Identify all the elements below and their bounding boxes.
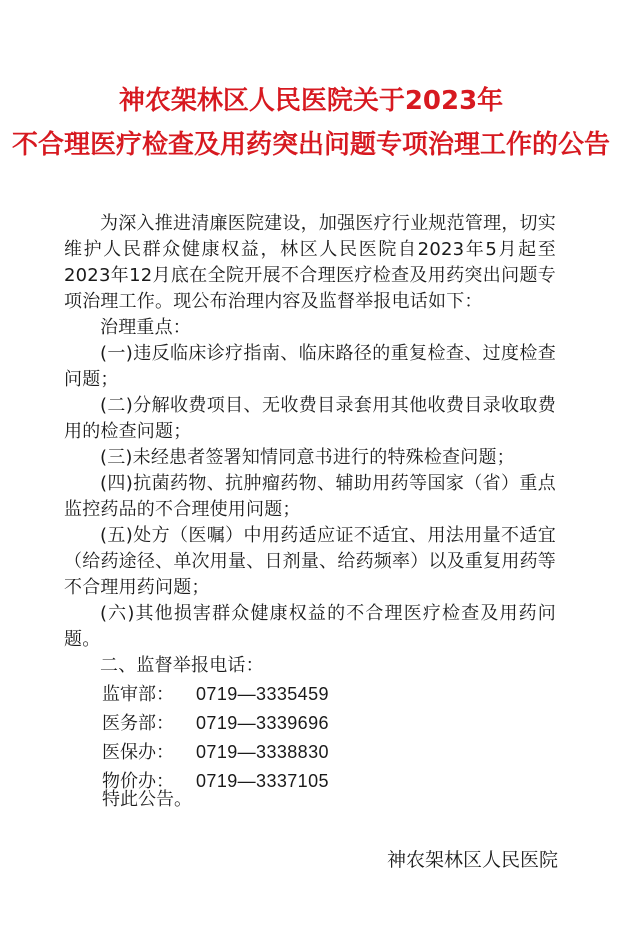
report-phone-list bbox=[102, 680, 462, 796]
governance-item-1: (一)违反临床诊疗指南、临床路径的重复检查、过度检查问题； bbox=[64, 343, 556, 390]
governance-item-3: (三)未经患者签署知情同意书进行的特殊检查问题； bbox=[100, 447, 515, 468]
contact-label: 医务部： bbox=[102, 713, 174, 734]
governance-item-2: (二)分解收费项目、无收费目录套用其他收费目录收取费用的检查问题； bbox=[64, 395, 556, 442]
contact-label: 物价办： bbox=[102, 771, 174, 792]
contact-row-medical-affairs bbox=[102, 709, 462, 738]
phone-number: 0719—3338830 bbox=[196, 742, 329, 762]
contact-row-audit bbox=[102, 680, 462, 709]
contact-label: 监审部： bbox=[102, 684, 174, 705]
phone-number: 0719—3335459 bbox=[196, 684, 329, 704]
issuer-signature: 神农架林区人民医院 bbox=[386, 849, 558, 871]
notice-title-line-1: 神农架林区人民医院关于2023年 bbox=[118, 86, 504, 116]
contact-label: 医保办： bbox=[102, 742, 174, 763]
governance-item-5: (五)处方（医嘱）中用药适应证不适宜、用法用量不适宜（给药途径、单次用量、日剂量、给药频率）以及重复用药等不合理用药问题； bbox=[64, 525, 556, 598]
intro-paragraph: 为深入推进清廉医院建设，加强医疗行业规范管理，切实维护人民群众健康权益，林区人民医院自2023年5月起至2023年12月底在全院开展不合理医疗检查及用药突出问题专项治理工作。现公布治理内容及监督举报电话如下： bbox=[64, 213, 556, 312]
governance-item-6: (六)其他损害群众健康权益的不合理医疗检查及用药问题。 bbox=[64, 603, 556, 650]
governance-item-4: (四)抗菌药物、抗肿瘤药物、辅助用药等国家（省）重点监控药品的不合理使用问题； bbox=[64, 473, 556, 520]
phone-number: 0719—3339696 bbox=[196, 713, 329, 733]
phone-number: 0719—3337105 bbox=[196, 771, 329, 791]
contact-row-medical-insurance bbox=[102, 738, 462, 767]
focus-heading: 治理重点： bbox=[100, 317, 191, 338]
notice-title-line-2: 不合理医疗检查及用药突出问题专项治理工作的公告 bbox=[11, 130, 610, 160]
contact-heading: 二、监督举报电话： bbox=[100, 655, 264, 676]
closing-text: 特此公告。 bbox=[102, 789, 192, 810]
notice-body bbox=[64, 211, 556, 679]
